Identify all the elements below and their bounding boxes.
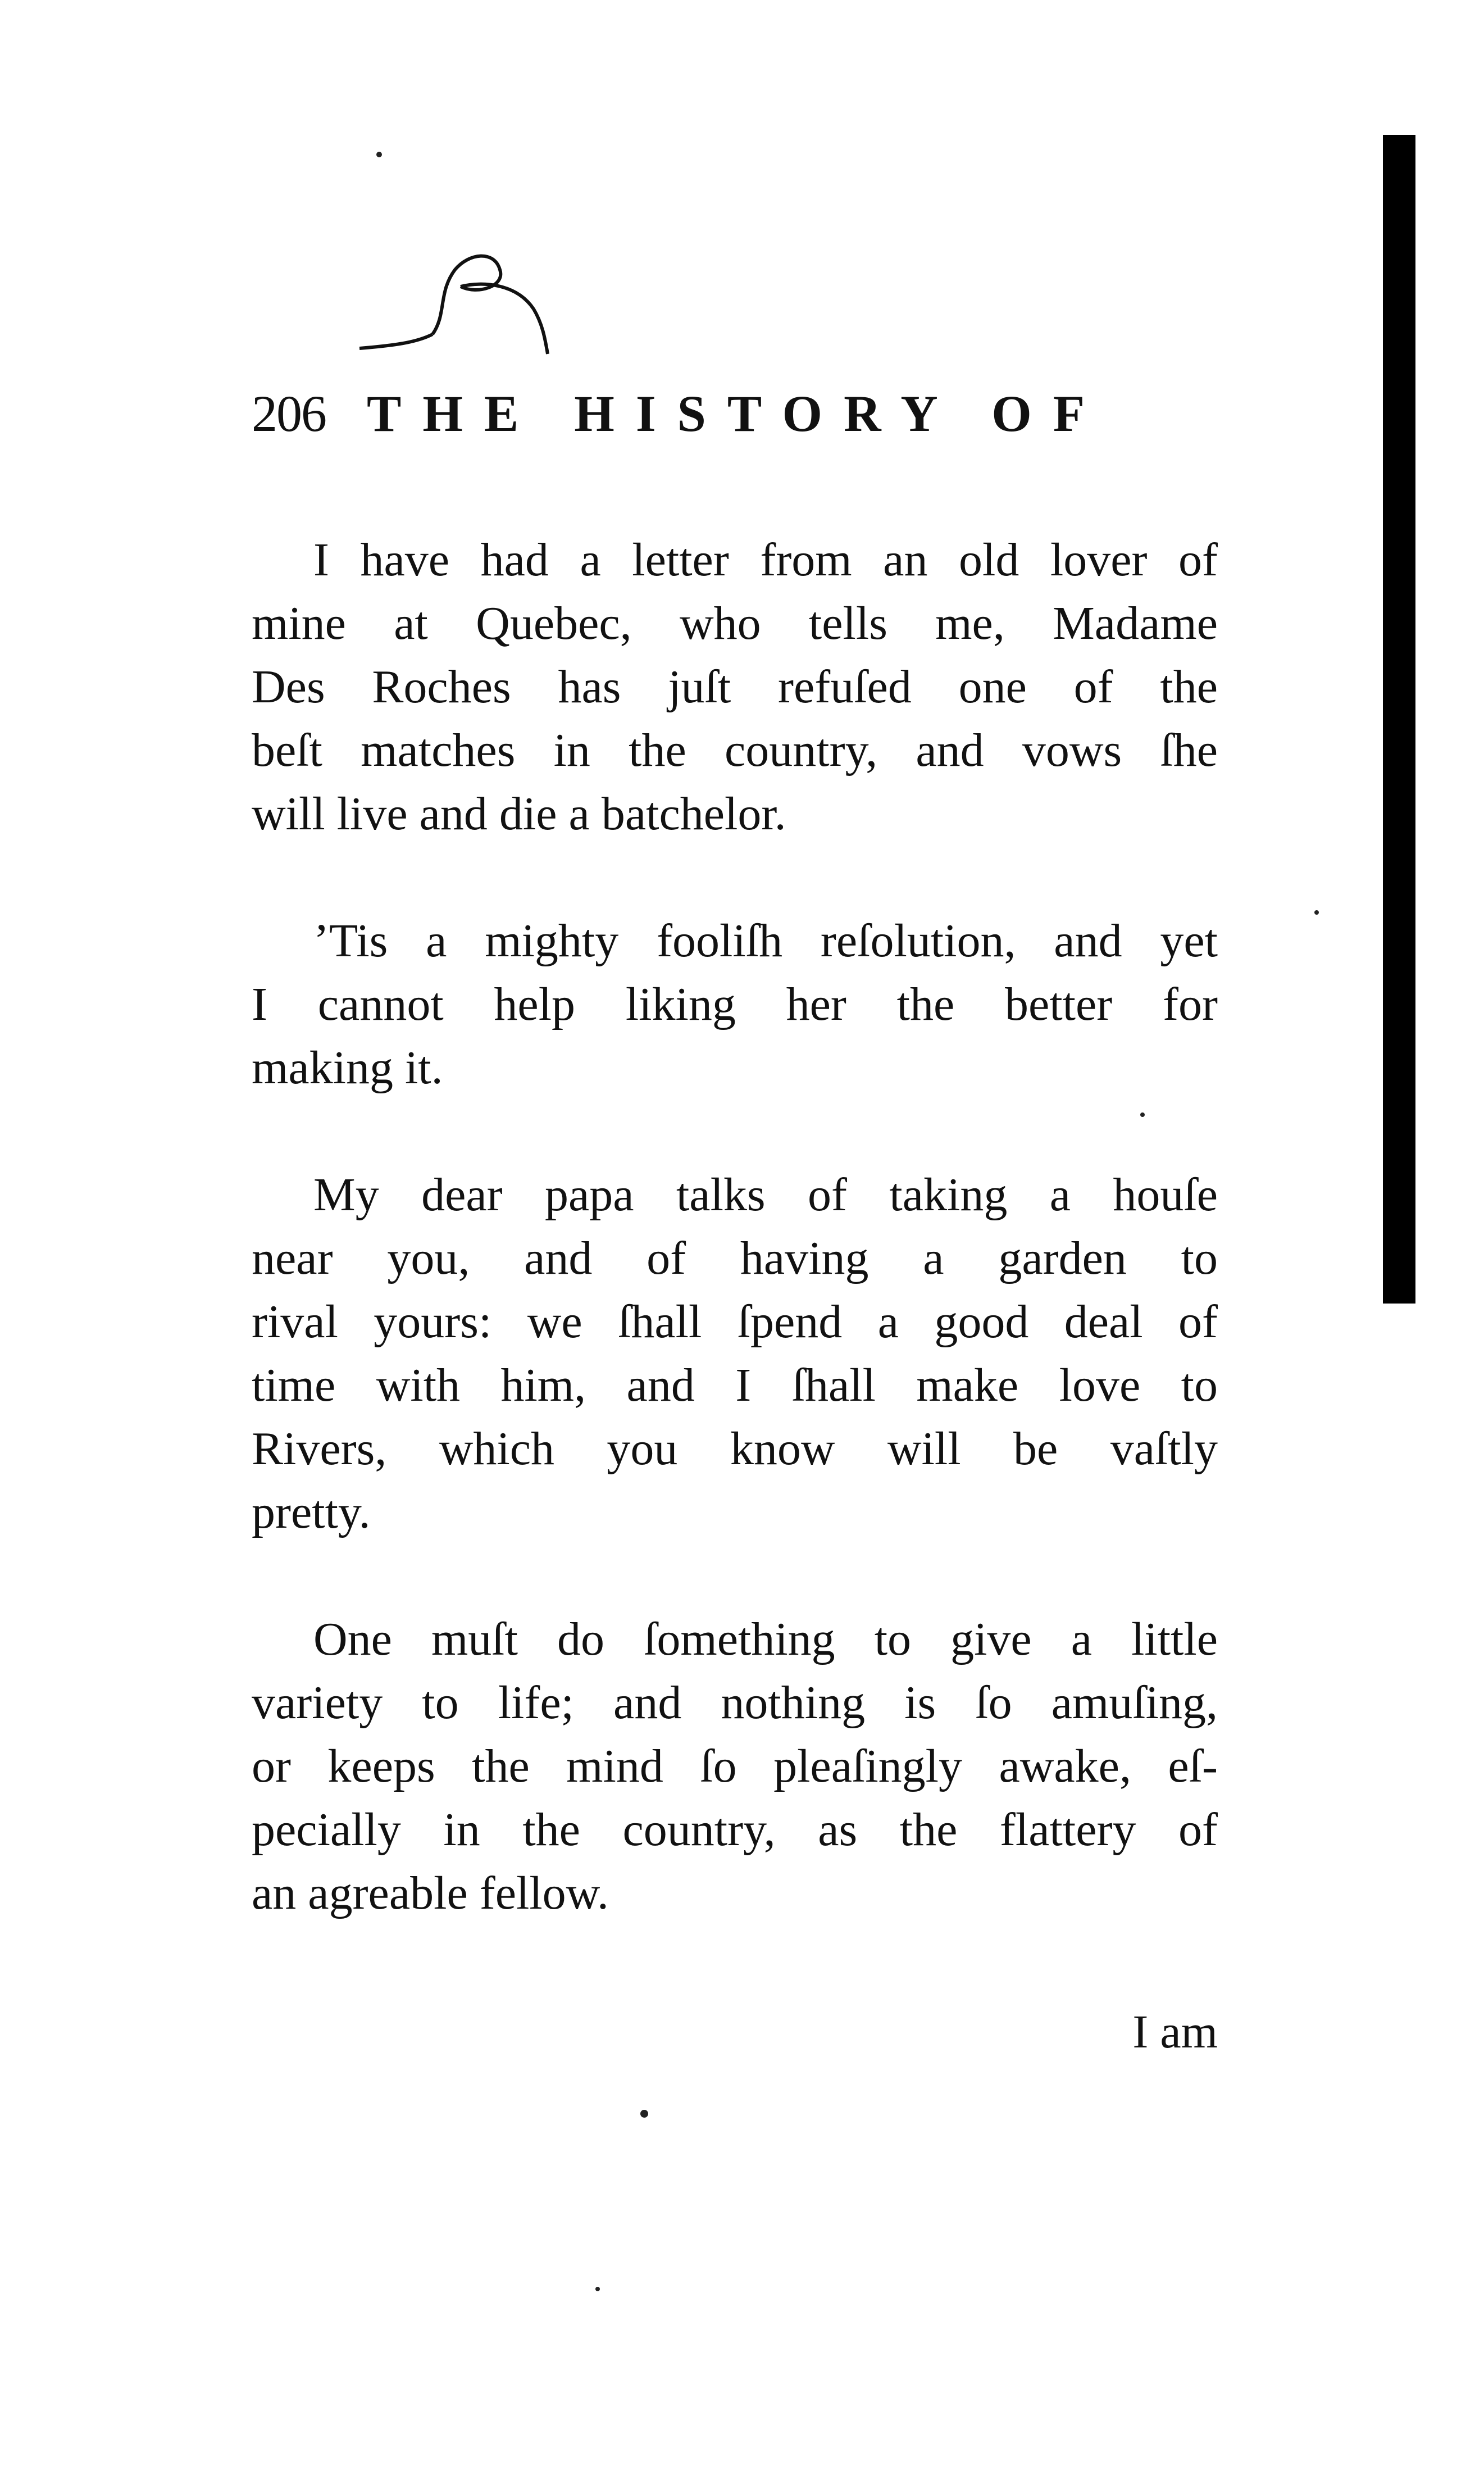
ink-speck bbox=[1314, 910, 1319, 915]
text-line: near you, and of having a garden to bbox=[252, 1232, 1218, 1284]
body-text bbox=[252, 528, 1218, 1988]
text-line: making it. bbox=[252, 1042, 443, 1094]
ink-speck bbox=[1140, 1112, 1145, 1117]
ink-speck bbox=[595, 2287, 600, 2291]
paragraph bbox=[252, 1607, 1218, 1925]
text-line: pecially in the country, as the flattery of bbox=[252, 1804, 1218, 1856]
text-line: I cannot help liking her the better for bbox=[252, 978, 1218, 1030]
ink-speck bbox=[640, 2110, 648, 2118]
paragraph bbox=[252, 528, 1218, 846]
ink-flourish-mark bbox=[348, 225, 562, 371]
text-line: time with him, and I ſhall make love to bbox=[252, 1359, 1218, 1411]
text-line: mine at Quebec, who tells me, Madame bbox=[252, 597, 1218, 650]
running-head bbox=[252, 380, 1207, 447]
text-line: I have had a letter from an old lover of bbox=[313, 534, 1218, 586]
text-line: pretty. bbox=[252, 1486, 371, 1538]
text-line: variety to life; and nothing is ſo amuſing, bbox=[252, 1677, 1218, 1729]
text-line: ’Tis a mighty fooliſh reſolution, and yet bbox=[313, 915, 1218, 967]
catchword: I am bbox=[1132, 2006, 1218, 2058]
page-number: 206 bbox=[252, 385, 326, 442]
paragraph bbox=[252, 1163, 1218, 1544]
text-line: My dear papa talks of taking a houſe bbox=[313, 1169, 1218, 1221]
ink-speck bbox=[376, 152, 382, 157]
text-line: an agreable fellow. bbox=[252, 1867, 609, 1919]
text-line: will live and die a batchelor. bbox=[252, 788, 786, 840]
text-line: Des Roches has juſt refuſed one of the bbox=[252, 661, 1218, 713]
running-title: THE HISTORY OF bbox=[367, 385, 1107, 442]
text-line: or keeps the mind ſo pleaſingly awake, eſ- bbox=[252, 1740, 1218, 1792]
text-line: One muſt do ſomething to give a little bbox=[313, 1613, 1218, 1665]
text-line: beſt matches in the country, and vows ſhe bbox=[252, 724, 1218, 776]
scan-edge-bar bbox=[1383, 135, 1415, 1304]
text-line: rival yours: we ſhall ſpend a good deal of bbox=[252, 1296, 1218, 1348]
paragraph bbox=[252, 909, 1218, 1100]
text-line: Rivers, which you know will be vaſtly bbox=[252, 1423, 1218, 1475]
